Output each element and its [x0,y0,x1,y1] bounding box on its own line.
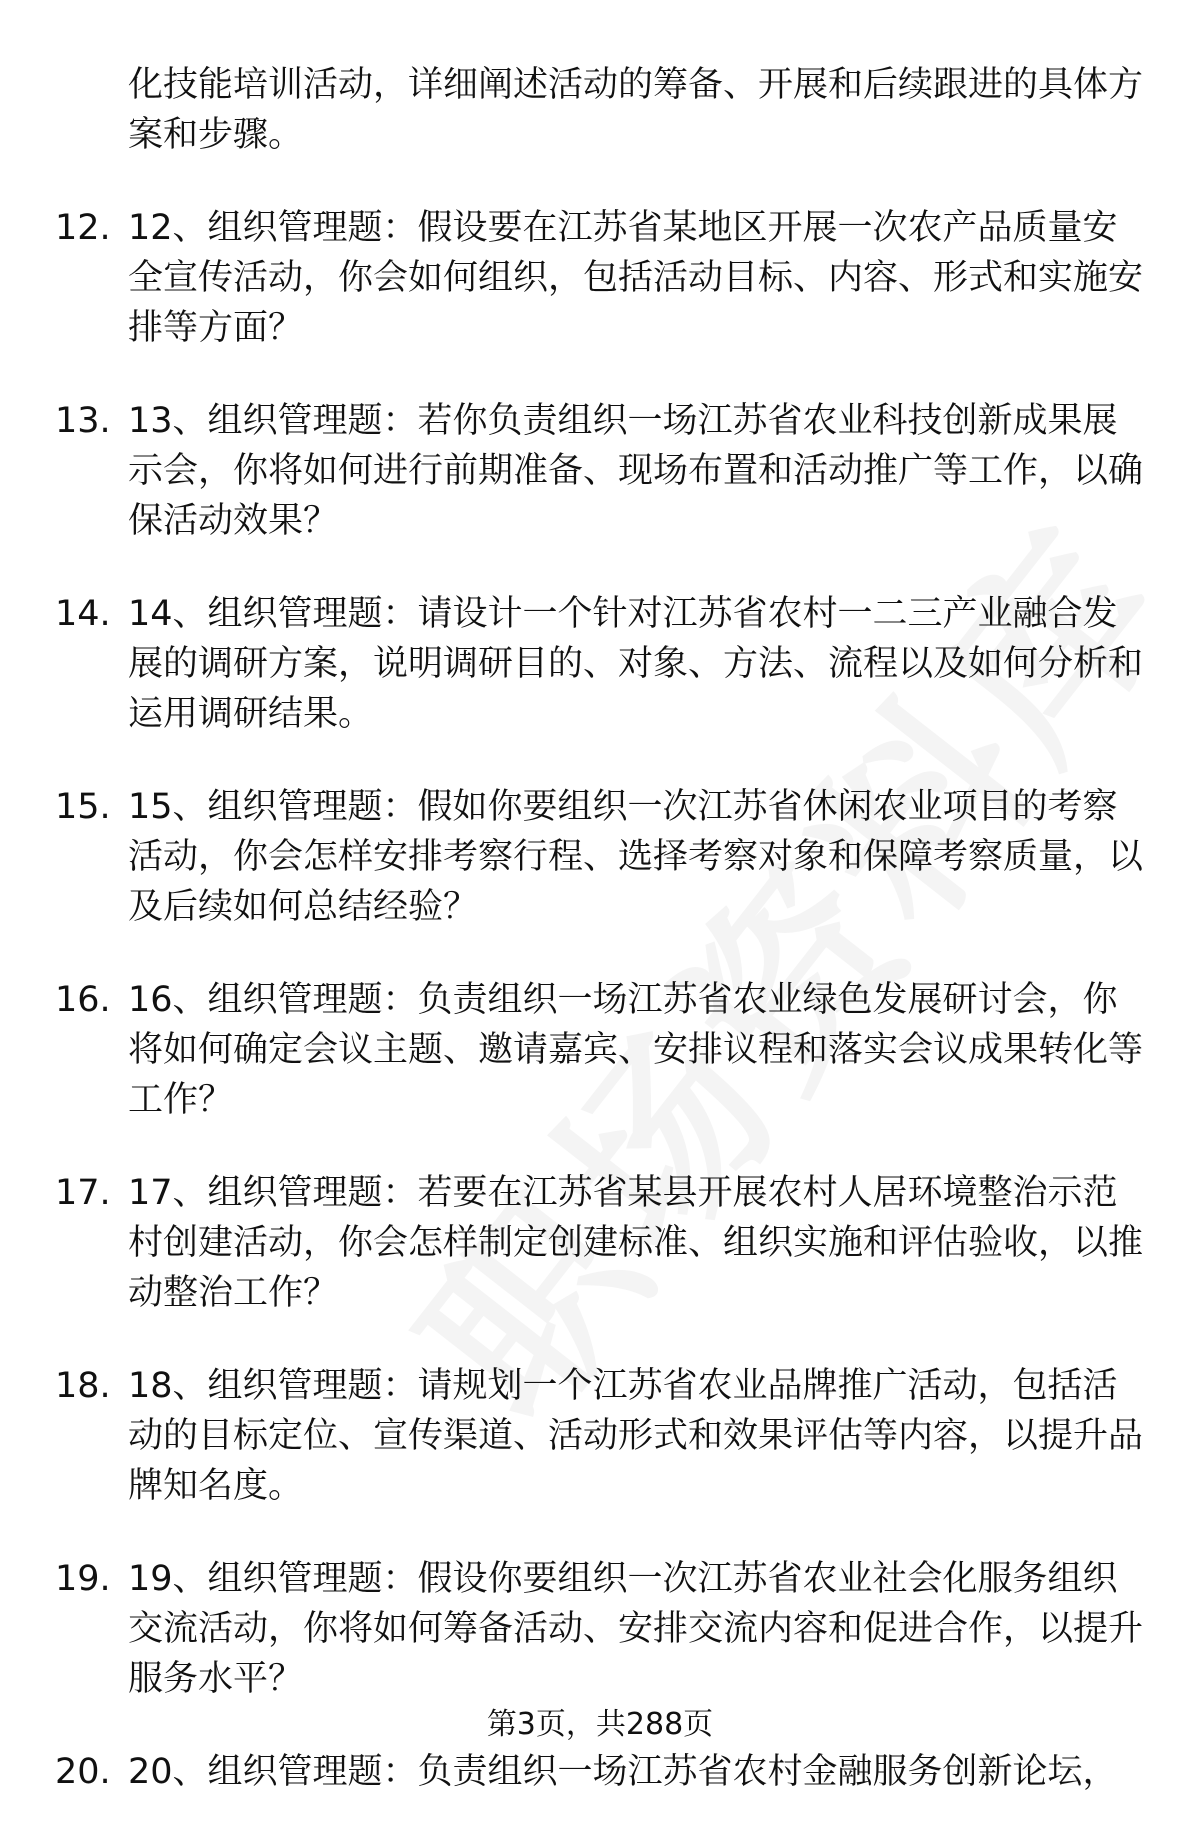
item-number: 20. [55,1752,111,1792]
item-text: 16、组织管理题：负责组织一场江苏省农业绿色发展研讨会，你将如何确定会议主题、邀请嘉宾、安排议程和落实会议成果转化等工作？ [128,980,1144,1120]
item-number: 12. [55,208,111,248]
list-item [0,975,1200,1125]
item-number: 16. [55,980,111,1020]
continuation-text: 化技能培训活动，详细阐述活动的筹备、开展和后续跟进的具体方案和步骤。 [128,65,1144,155]
list-item [0,203,1200,353]
item-text: 14、组织管理题：请设计一个针对江苏省农村一二三产业融合发展的调研方案，说明调研目的、对象、方法、流程以及如何分析和运用调研结果。 [128,594,1144,734]
list-item [0,396,1200,546]
list-item [0,1168,1200,1318]
list-item [0,589,1200,739]
list-item [0,782,1200,932]
item-text: 12、组织管理题：假设要在江苏省某地区开展一次农产品质量安全宣传活动，你会如何组织，包括活动目标、内容、形式和实施安排等方面？ [128,208,1144,348]
page-footer: 第3页，共288页 [486,1707,714,1742]
list-item [0,1361,1200,1511]
item-text: 19、组织管理题：假设你要组织一次江苏省农业社会化服务组织交流活动，你将如何筹备活动、安排交流内容和促进合作，以提升服务水平？ [128,1559,1144,1699]
item-text: 20、组织管理题：负责组织一场江苏省农村金融服务创新论坛， [128,1752,1118,1792]
item-number: 17. [55,1173,111,1213]
item-text: 18、组织管理题：请规划一个江苏省农业品牌推广活动，包括活动的目标定位、宣传渠道、活动形式和效果评估等内容，以提升品牌知名度。 [128,1366,1144,1506]
item-number: 18. [55,1366,111,1406]
item-text: 13、组织管理题：若你负责组织一场江苏省农业科技创新成果展示会，你将如何进行前期准备、现场布置和活动推广等工作，以确保活动效果？ [128,401,1144,541]
item-number: 15. [55,787,111,827]
item-number: 19. [55,1559,111,1599]
item-text: 17、组织管理题：若要在江苏省某县开展农村人居环境整治示范村创建活动，你会怎样制定创建标准、组织实施和评估验收，以推动整治工作？ [128,1173,1144,1313]
item-number: 13. [55,401,111,441]
item-number: 14. [55,594,111,634]
question-list [0,60,1200,1840]
list-item [0,1554,1200,1704]
item-text: 15、组织管理题：假如你要组织一次江苏省休闲农业项目的考察活动，你会怎样安排考察行程、选择考察对象和保障考察质量，以及后续如何总结经验？ [128,787,1144,927]
